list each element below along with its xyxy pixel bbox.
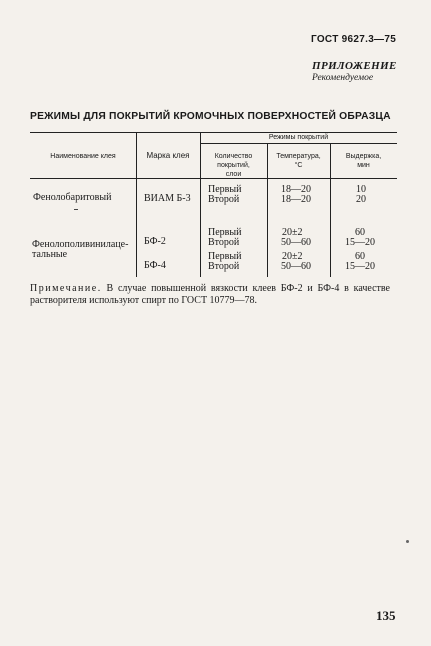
row-3-coat-2: Второй — [208, 261, 240, 272]
row-3-temp-2: 50—60 — [281, 261, 311, 272]
row-1-coat-1: Первый — [208, 184, 242, 195]
row-2-duration-2: 15—20 — [345, 237, 375, 248]
table-note — [30, 283, 390, 307]
header-glue-name: Наименование клея — [50, 153, 116, 160]
header-coats-line-1: Количество — [214, 153, 253, 160]
row-1-temp-2: 18—20 — [281, 194, 311, 205]
row-2-brand: БФ-2 — [144, 236, 166, 247]
header-coats-line-3: слои — [225, 171, 242, 178]
row-2-duration-1: 60 — [355, 227, 365, 238]
row-2-coat-1: Первый — [208, 227, 242, 238]
header-temperature-line-2: °С — [294, 162, 303, 169]
header-regimes-group: Режимы покрытий — [268, 134, 329, 141]
row-1-duration-2: 20 — [356, 194, 366, 205]
row-1-brand: ВИАМ Б-3 — [144, 193, 191, 204]
header-temperature-line-1: Температура, — [276, 153, 321, 160]
note-text: В случае повышенной вязкости клеев БФ-2 и БФ-4 в качестве растворителя используют спирт по ГОСТ 10779—78. — [30, 283, 390, 306]
row-2-name-line-2: тальные — [32, 249, 68, 260]
header-duration — [330, 152, 397, 170]
note-label: Примечание. — [30, 283, 102, 294]
row-2-coat-2: Второй — [208, 237, 240, 248]
row-1-duration-1: 10 — [356, 184, 366, 195]
header-temperature — [267, 152, 330, 170]
row-2-temp-2: 50—60 — [281, 237, 311, 248]
appendix-label: ПРИЛОЖЕНИЕ — [312, 60, 397, 72]
standard-code: ГОСТ 9627.3—75 — [311, 34, 397, 45]
row-3-duration-2: 15—20 — [345, 261, 375, 272]
row-1-name-mark — [74, 209, 78, 210]
header-duration-line-1: Выдержка, — [345, 153, 382, 160]
appendix-status: Рекомендуемое — [312, 73, 374, 83]
row-3-coat-1: Первый — [208, 251, 242, 262]
document-title: РЕЖИМЫ ДЛЯ ПОКРЫТИЙ КРОМОЧНЫХ ПОВЕРХНОСТЕЙ ОБРАЗЦА — [30, 111, 391, 122]
row-1-coat-2: Второй — [208, 194, 240, 205]
row-3-brand: БФ-4 — [144, 260, 166, 271]
row-1-temp-1: 18—20 — [281, 184, 311, 195]
row-2-name-line-1: Фенолополивинилаце- — [32, 239, 129, 250]
header-duration-line-2: мин — [357, 162, 370, 169]
scan-speck — [406, 540, 409, 543]
header-glue-brand: Марка клея — [146, 151, 190, 160]
row-2-temp-1: 20±2 — [282, 227, 303, 238]
header-coats-line-2: покрытий, — [217, 162, 250, 169]
group-header-divider — [200, 143, 397, 144]
row-3-temp-1: 20±2 — [282, 251, 303, 262]
row-1-name: Фенолобаритовый — [33, 192, 112, 203]
page-number: 135 — [376, 608, 396, 623]
header-coats — [200, 152, 267, 179]
row-3-duration-1: 60 — [355, 251, 365, 262]
